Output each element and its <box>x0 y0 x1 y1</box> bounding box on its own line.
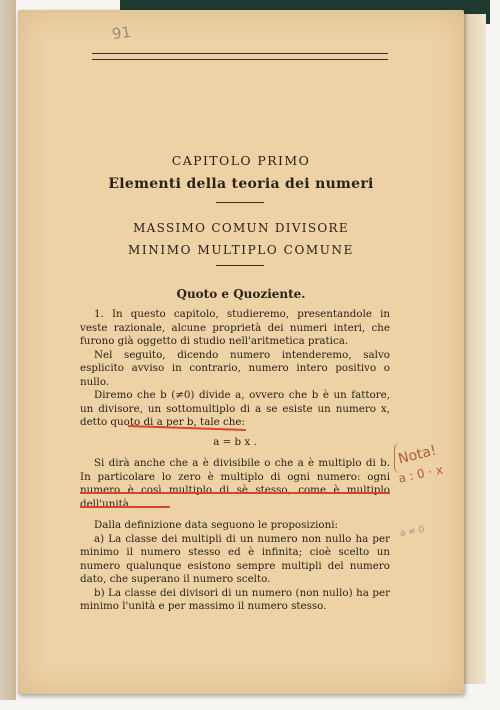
section-title: Quoto e Quoziente. <box>176 287 306 301</box>
pencil-page-number: 91 <box>110 22 133 44</box>
chapter-label: CAPITOLO PRIMO <box>171 153 311 168</box>
red-underline <box>80 506 170 508</box>
paragraph: Dalla definizione data seguono le proposizioni: <box>94 519 339 531</box>
subtitle-line-1: MASSIMO COMUN DIVISORE <box>133 221 349 235</box>
title-divider <box>216 202 264 203</box>
subtitle-divider <box>216 265 264 266</box>
paragraph: Nel seguito, dicendo numero intenderemo, salvo esplicito avviso in contrario, numero intero positivo o nullo. <box>80 348 390 388</box>
margin-note: a ≠ 0 <box>399 524 426 540</box>
margin-note: Nota! <box>396 442 439 468</box>
paragraph: b) La classe dei divisori di un numero (non nullo) ha per minimo l'unità e per massimo il numero stesso. <box>80 586 390 612</box>
header-double-rule <box>92 53 388 60</box>
paragraph: Diremo che b (≠0) divide a, ovvero che b è un fattore, un divisore, un sottomultiplo di a se esiste un numero x, detto quoto di a per b, tale che: <box>80 389 390 428</box>
formula: a = b x . <box>213 435 257 448</box>
red-underline <box>80 492 390 494</box>
body-text <box>80 308 390 614</box>
paragraph: a) La classe dei multipli di un numero non nullo ha per minimo il numero stesso ed è infinita; cioè scelto un numero qualunque esistono sempre multipli del numero dato, che superano il numero scelto. <box>80 532 390 585</box>
chapter-title: Elementi della teoria dei numeri <box>108 176 374 192</box>
paragraph: Si dirà anche che a è divisibile o che a è multiplo di b. In particolare lo zero è multiplo di ogni numero: ogni numero è così multiplo di sè stesso, come è multiplo dell'unità. <box>80 457 390 510</box>
paragraph: 1. In questo capitolo, studieremo, presentandole in veste razionale, alcune proprietà dei numeri interi, che furono già oggetto di studio nell'aritmetica pratica. <box>80 308 390 347</box>
subtitle-line-2: MINIMO MULTIPLO COMUNE <box>128 243 354 257</box>
book-back-cover <box>0 0 16 700</box>
margin-note: a : 0 · x <box>397 462 445 486</box>
